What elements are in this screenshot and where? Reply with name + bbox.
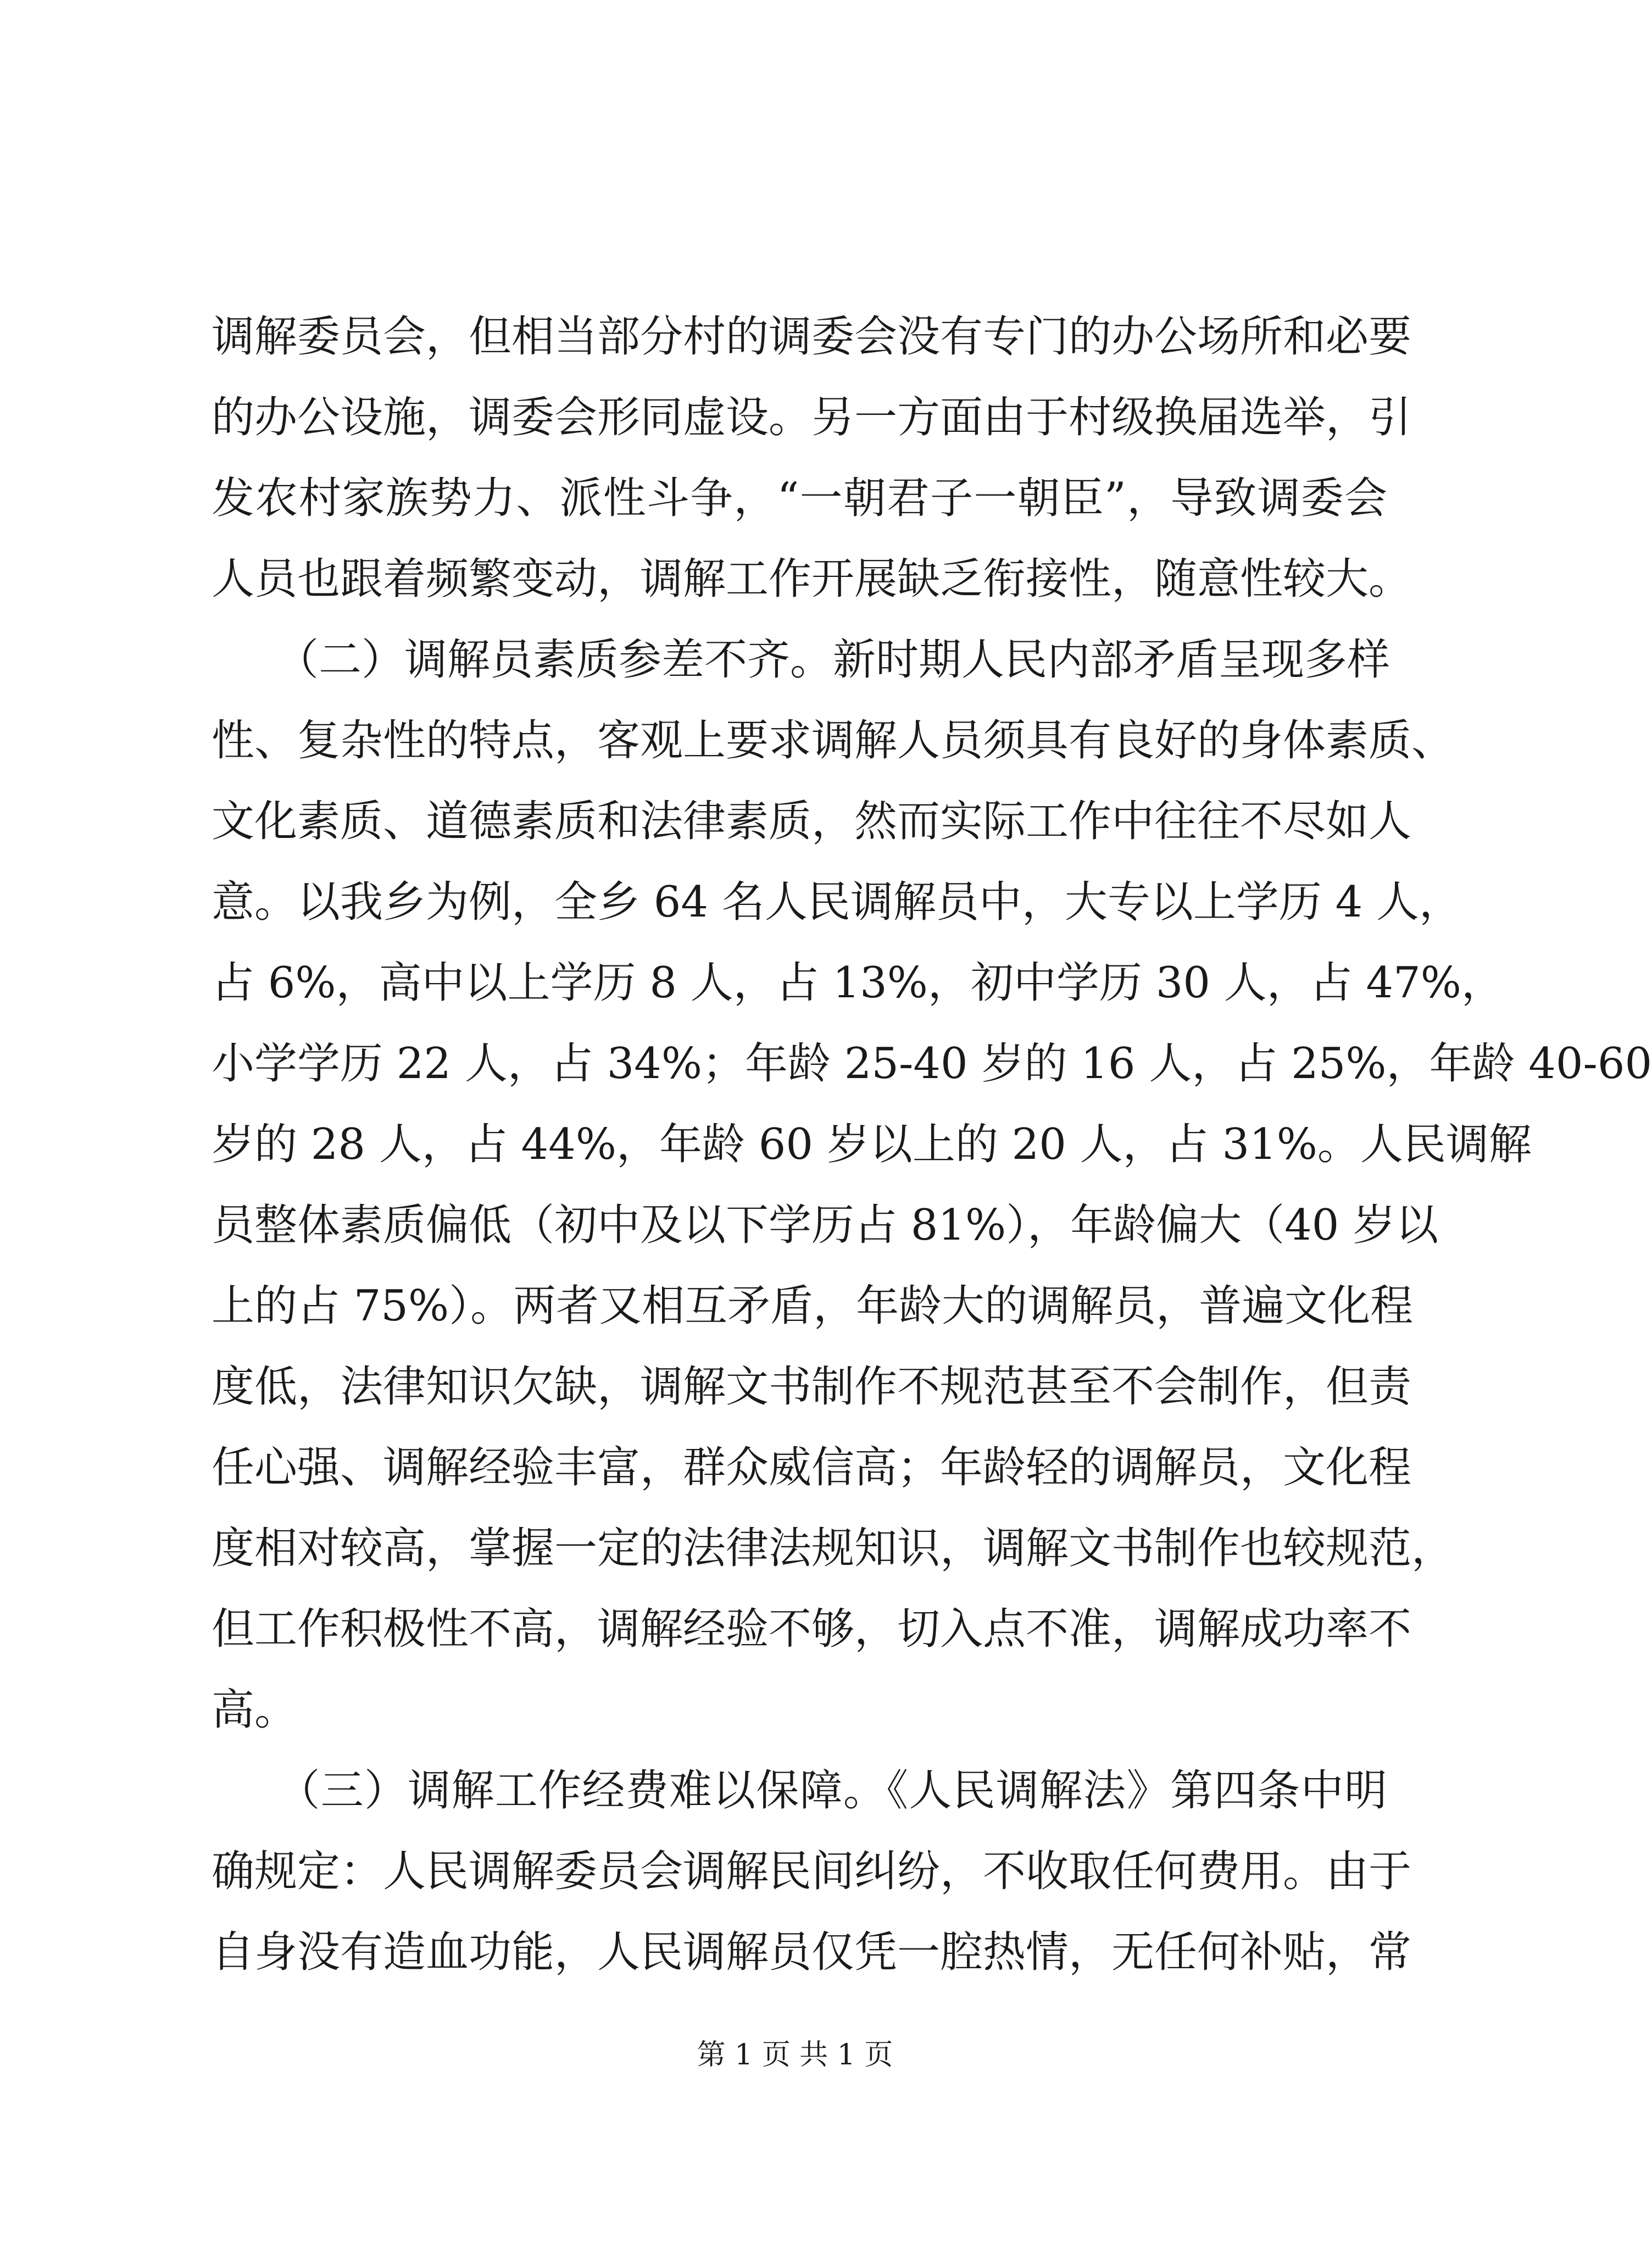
text-line: （三）调解工作经费难以保障。《人民调解法》第四条中明 [212, 1766, 1387, 1815]
text-line: 的办公设施，调委会形同虚设。另一方面由于村级换届选举，引 [212, 393, 1412, 442]
text-line: 高。 [212, 1685, 298, 1735]
text-line: 度低，法律知识欠缺，调解文书制作不规范甚至不会制作，但责 [212, 1362, 1412, 1412]
text-line: （二）调解员素质参差不齐。新时期人民内部矛盾呈现多样 [212, 635, 1390, 685]
text-line: 员整体素质偏低（初中及以下学历占 81%），年龄偏大（40 岁以 [212, 1201, 1439, 1250]
body-text [212, 297, 1652, 1993]
text-line: 度相对较高，掌握一定的法律法规知识，调解文书制作也较规范， [212, 1524, 1455, 1573]
text-line: 上的占 75%）。两者又相互矛盾，年龄大的调解员，普遍文化程 [212, 1281, 1414, 1331]
text-line: 意。以我乡为例，全乡 64 名人民调解员中，大专以上学历 4 人， [212, 878, 1462, 927]
text-line: 调解委员会，但相当部分村的调委会没有专门的办公场所和必要 [212, 312, 1412, 362]
text-line: 发农村家族势力、派性斗争，“一朝君子一朝臣”，导致调委会 [212, 474, 1387, 523]
text-line: 小学学历 22 人，占 34%；年龄 25-40 岁的 16 人，占 25%，年龄 40-60 [212, 1039, 1652, 1089]
text-line: 自身没有造血功能，人民调解员仅凭一腔热情，无任何补贴，常 [212, 1928, 1412, 1977]
text-line: 文化素质、道德素质和法律素质，然而实际工作中往往不尽如人 [212, 797, 1412, 846]
text-line: 但工作积极性不高，调解经验不够，切入点不准，调解成功率不 [212, 1604, 1412, 1654]
text-line: 确规定：人民调解委员会调解民间纠纷，不收取任何费用。由于 [212, 1847, 1412, 1896]
page-footer: 第 1 页 共 1 页 [697, 2039, 893, 2072]
text-line: 任心强、调解经验丰富，群众威信高；年龄轻的调解员，文化程 [212, 1443, 1412, 1492]
text-line: 占 6%，高中以上学历 8 人，占 13%，初中学历 30 人，占 47%， [212, 958, 1504, 1008]
text-line: 人员也跟着频繁变动，调解工作开展缺乏衔接性，随意性较大。 [212, 554, 1412, 604]
text-line: 岁的 28 人，占 44%，年龄 60 岁以上的 20 人，占 31%。人民调解 [212, 1120, 1532, 1169]
text-line: 性、复杂性的特点，客观上要求调解人员须具有良好的身体素质、 [212, 716, 1455, 765]
